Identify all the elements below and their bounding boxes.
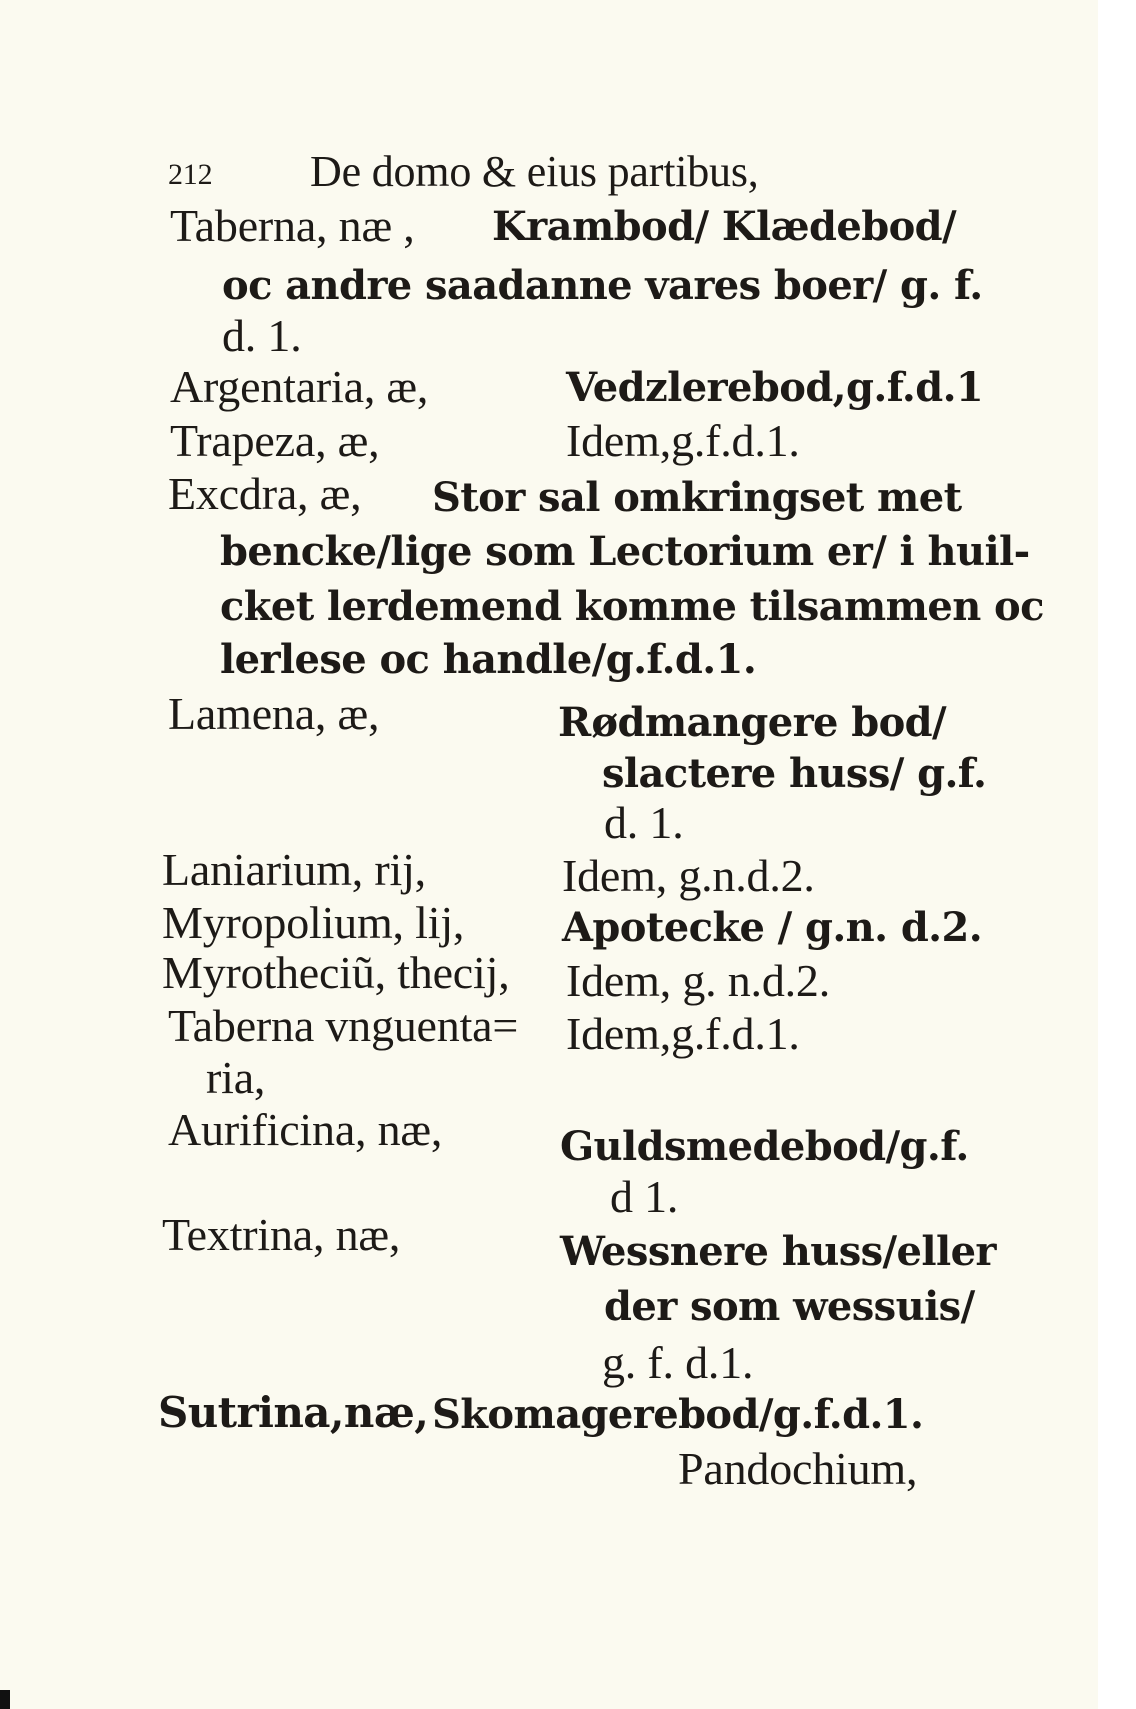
entry-danish-textrina: Wessnere huss/eller xyxy=(560,1228,996,1275)
entry-danish-excdra-cont-2: cket lerdemend komme tilsammen oc xyxy=(220,583,1044,630)
entry-danish-taberna-cont-2: d. 1. xyxy=(222,310,302,361)
entry-danish-excdra-cont-3: lerlese oc handle/g.f.d.1. xyxy=(220,636,757,683)
entry-danish-trapeza: Idem,g.f.d.1. xyxy=(566,415,800,466)
entry-danish-taberna-vnguentaria: Idem,g.f.d.1. xyxy=(566,1008,800,1059)
entry-danish-aurificina: Guldsmedebod/g.f. xyxy=(560,1123,969,1170)
scan-edge-mark xyxy=(0,1690,10,1709)
entry-danish-excdra-cont-1: bencke/lige som Lectorium er/ i huil- xyxy=(220,528,1030,575)
entry-danish-myropolium: Apotecke / g.n. d.2. xyxy=(562,904,983,951)
entry-latin-myropolium: Myropolium, lij, xyxy=(162,897,465,948)
entry-latin-excdra: Excdra, æ, xyxy=(168,468,362,519)
entry-latin-aurificina: Aurificina, næ, xyxy=(168,1104,443,1155)
entry-danish-lamena-cont-2: d. 1. xyxy=(604,797,684,848)
entry-danish-sutrina: Skomagerebod/g.f.d.1. xyxy=(432,1391,924,1438)
entry-danish-lamena: Rødmangere bod/ xyxy=(558,699,947,746)
entry-danish-excdra: Stor sal omkringset met xyxy=(432,474,962,521)
entry-latin-taberna-vnguentaria-cont: ria, xyxy=(206,1052,266,1103)
entry-latin-textrina: Textrina, næ, xyxy=(162,1209,401,1260)
entry-latin-argentaria: Argentaria, æ, xyxy=(170,361,429,412)
entry-danish-myrothecium: Idem, g. n.d.2. xyxy=(566,955,831,1006)
entry-latin-sutrina: Sutrina,næ, xyxy=(158,1388,429,1437)
catchword: Pandochium, xyxy=(678,1443,918,1494)
entry-latin-myrothecium: Myrotheciũ, thecij, xyxy=(162,947,510,998)
entry-danish-textrina-cont-1: der som wessuis/ xyxy=(604,1283,975,1330)
running-header: De domo & eius partibus, xyxy=(310,147,759,196)
entry-latin-laniarium: Laniarium, rij, xyxy=(162,844,426,895)
entry-latin-trapeza: Trapeza, æ, xyxy=(170,415,380,466)
entry-latin-taberna: Taberna, næ , xyxy=(170,200,415,251)
entry-danish-taberna: Krambod/ Klædebod/ xyxy=(492,203,957,250)
entry-danish-laniarium: Idem, g.n.d.2. xyxy=(562,850,815,901)
entry-danish-textrina-cont-2: g. f. d.1. xyxy=(602,1337,754,1388)
entry-latin-taberna-vnguentaria: Taberna vnguenta= xyxy=(168,1000,519,1051)
entry-latin-lamena: Lamena, æ, xyxy=(168,688,380,739)
page-number: 212 xyxy=(168,158,213,191)
entry-danish-argentaria: Vedzlerebod,g.f.d.1 xyxy=(566,364,984,411)
entry-danish-aurificina-cont: d 1. xyxy=(610,1171,679,1222)
entry-danish-lamena-cont-1: slactere huss/ g.f. xyxy=(602,750,987,797)
entry-danish-taberna-cont-1: oc andre saadanne vares boer/ g. f. xyxy=(222,262,983,309)
